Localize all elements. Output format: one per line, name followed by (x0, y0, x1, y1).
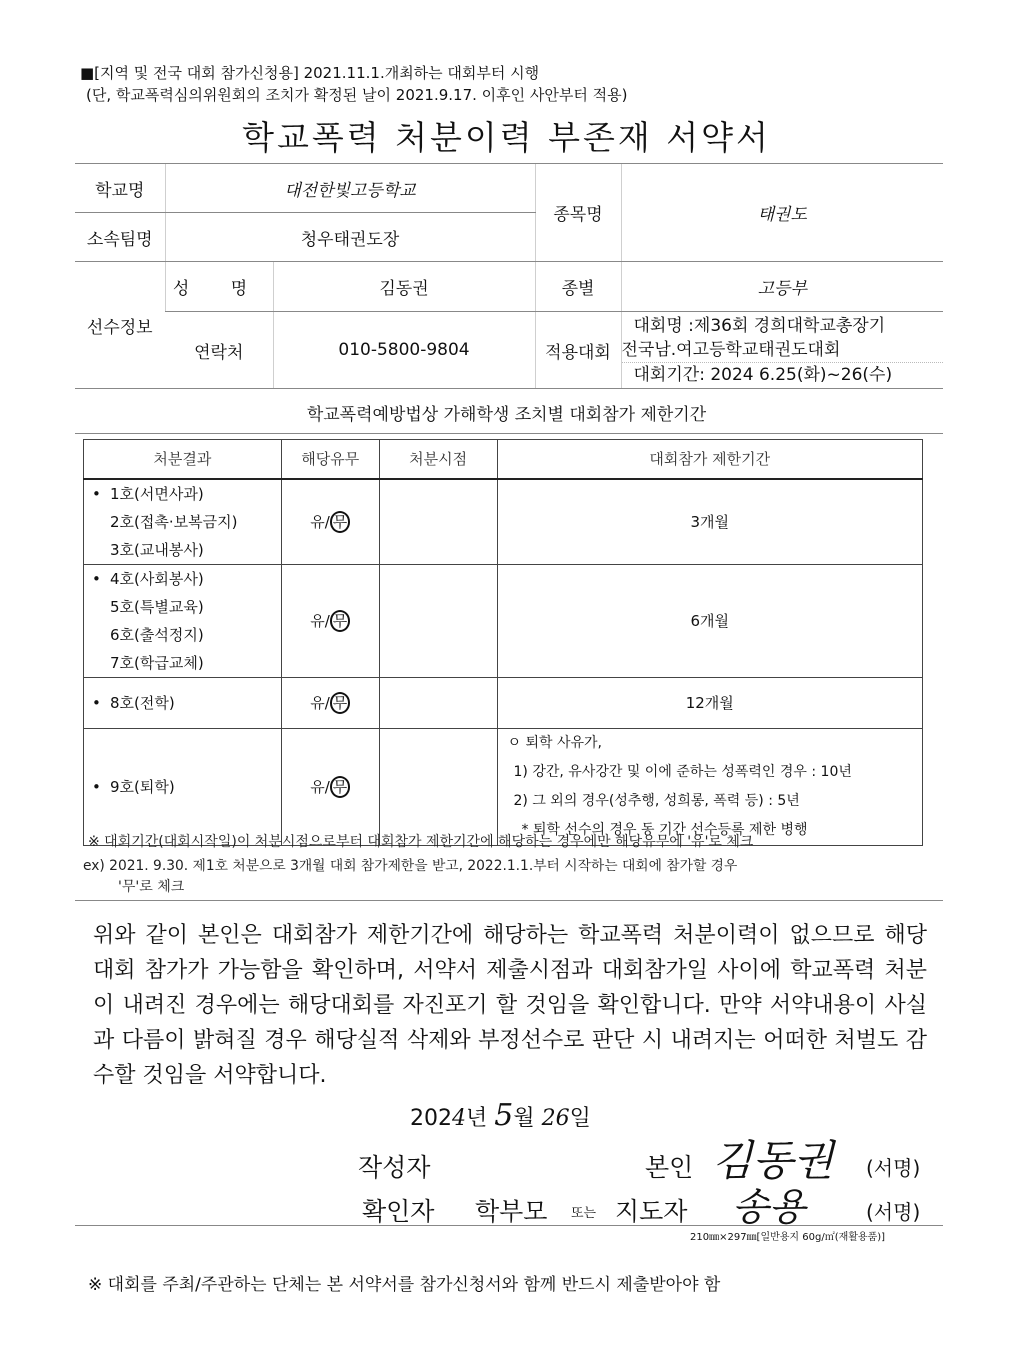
row-3-mark[interactable]: 유/ 무 (281, 677, 379, 728)
row-3-items: • 8호(전학) (84, 677, 282, 728)
row-2-period: 6개월 (497, 564, 922, 677)
row-1-time (379, 479, 497, 565)
row-1-items: • 1호(서면사과) 2호(접촉·보복금지) 3호(교내봉사) (84, 479, 282, 565)
school-value: 대전한빛고등학교 (165, 164, 535, 213)
row-3-time (379, 677, 497, 728)
info-table (75, 163, 943, 389)
name-value: 김동권 (273, 262, 535, 312)
row-2-items: • 4호(사회봉사) 5호(특별교육) 6호(출석정지) 7호(학급교체) (84, 564, 282, 677)
row-1-period: 3개월 (497, 479, 922, 565)
team-value: 청우태권도장 (165, 213, 535, 262)
document-title: 학교폭력 처분이력 부존재 서약서 (242, 118, 771, 157)
paper-size: 210㎜×297㎜[일반용지 60g/㎡(재활용품)] (690, 1232, 886, 1243)
divider (75, 433, 943, 434)
team-label: 소속팀명 (75, 213, 165, 262)
circle-mark: 무 (330, 692, 351, 714)
event-info (621, 312, 943, 389)
col-applicable: 해당유무 (281, 440, 379, 479)
col-result: 처분결과 (84, 440, 282, 479)
writer-label: 작성자 (358, 1153, 431, 1182)
divider (75, 1225, 943, 1226)
row-2-mark[interactable]: 유/ 무 (281, 564, 379, 677)
circle-mark: 무 (330, 610, 351, 632)
event-label: 적용대회 (535, 312, 621, 389)
footer-note: ※ 대회를 주최/주관하는 단체는 본 서약서를 참가신청서와 함께 반드시 제출받아야 함 (88, 1275, 721, 1295)
note-2: ex) 2021. 9.30. 제1호 처분으로 3개월 대회 참가제한을 받고, 2022.1.1.부터 시작하는 대회에 참가할 경우 (83, 858, 738, 874)
player-label: 선수정보 (75, 262, 165, 389)
class-value: 고등부 (621, 262, 943, 312)
col-period: 대회참가 제한기간 (497, 440, 922, 479)
header-line-1: ■[지역 및 전국 대회 참가신청용] 2021.11.1.개최하는 대회부터 시행 (80, 64, 540, 82)
row-4-items: • 9호(퇴학) (84, 728, 282, 845)
row-3-period: 12개월 (497, 677, 922, 728)
sign-mark-2: (서명) (866, 1200, 921, 1224)
divider (75, 900, 943, 901)
row-4-period: ㅇ 퇴학 사유가, 1) 강간, 유사강간 및 이에 준하는 성폭력인 경우 : 10년 2) 그 외의 경우(성추행, 성희롱, 폭력 등) : 5년 * 퇴학 선수의 경우 동 기간 선수등록 제한 병행 (497, 728, 922, 845)
sport-label: 종목명 (535, 164, 621, 262)
self-signature: 김동권 (712, 1136, 834, 1185)
parent-label: 학부모 (475, 1197, 548, 1226)
sport-value: 태권도 (621, 164, 943, 262)
coach-label: 지도자 (615, 1197, 688, 1226)
col-time: 처분시점 (379, 440, 497, 479)
header-line-2: (단, 학교폭력심의위원회의 조치가 확정된 날이 2021.9.17. 이후인 사안부터 적용) (86, 86, 628, 104)
sign-mark-1: (서명) (866, 1156, 921, 1180)
restriction-table (83, 439, 923, 846)
sign-date: 2024년 5월 26일 (410, 1098, 591, 1133)
or-label: 또는 (571, 1206, 597, 1221)
event-name-line-2: 전국남.여고등학교태권도대회 (621, 339, 841, 360)
row-4-mark[interactable]: 유/ 무 (281, 728, 379, 845)
restriction-subtitle: 학교폭력예방법상 가해학생 조치별 대회참가 제한기간 (306, 405, 707, 425)
contact-value: 010-5800-9804 (273, 312, 535, 389)
note-3: '무'로 체크 (118, 879, 185, 895)
row-4-time (379, 728, 497, 845)
row-1-mark[interactable]: 유/ 무 (281, 479, 379, 565)
class-label: 종별 (535, 262, 621, 312)
school-label: 학교명 (75, 164, 165, 213)
name-label: 성 명 (165, 262, 273, 312)
event-period: 대회기간: 2024 6.25(화)~26(수) (622, 362, 944, 387)
row-2-time (379, 564, 497, 677)
self-label: 본인 (645, 1153, 694, 1182)
contact-label: 연락처 (165, 312, 273, 389)
circle-mark: 무 (330, 776, 351, 798)
event-name-line-1: 대회명 :제36회 경희대학교총장기 (633, 315, 886, 336)
confirm-label: 확인자 (362, 1197, 435, 1226)
pledge-paragraph: 위와 같이 본인은 대회참가 제한기간에 해당하는 학교폭력 처분이력이 없으므로 해당 대회 참가가 가능함을 확인하며, 서약서 제출시점과 대회참가일 사이에 학교폭력 처분이 내려진 경우에는 해당대회를 자진포기 할 것임을 확인합니다. 만약 서약내용이 사실과 다름이 밝혀질 경우 해당실적 삭제와 부정선수로 판단 시 내려지는 어떠한 처벌도 감수할 것임을 서약합니다. (93, 923, 927, 1088)
note-1: ※ 대회기간(대회시작일)이 처분시점으로부터 대회참가 제한기간에 해당하는 경우에만 해당유무에 '유'로 체크 (88, 834, 754, 850)
coach-signature: 송용 (732, 1185, 806, 1229)
circle-mark: 무 (330, 511, 351, 533)
